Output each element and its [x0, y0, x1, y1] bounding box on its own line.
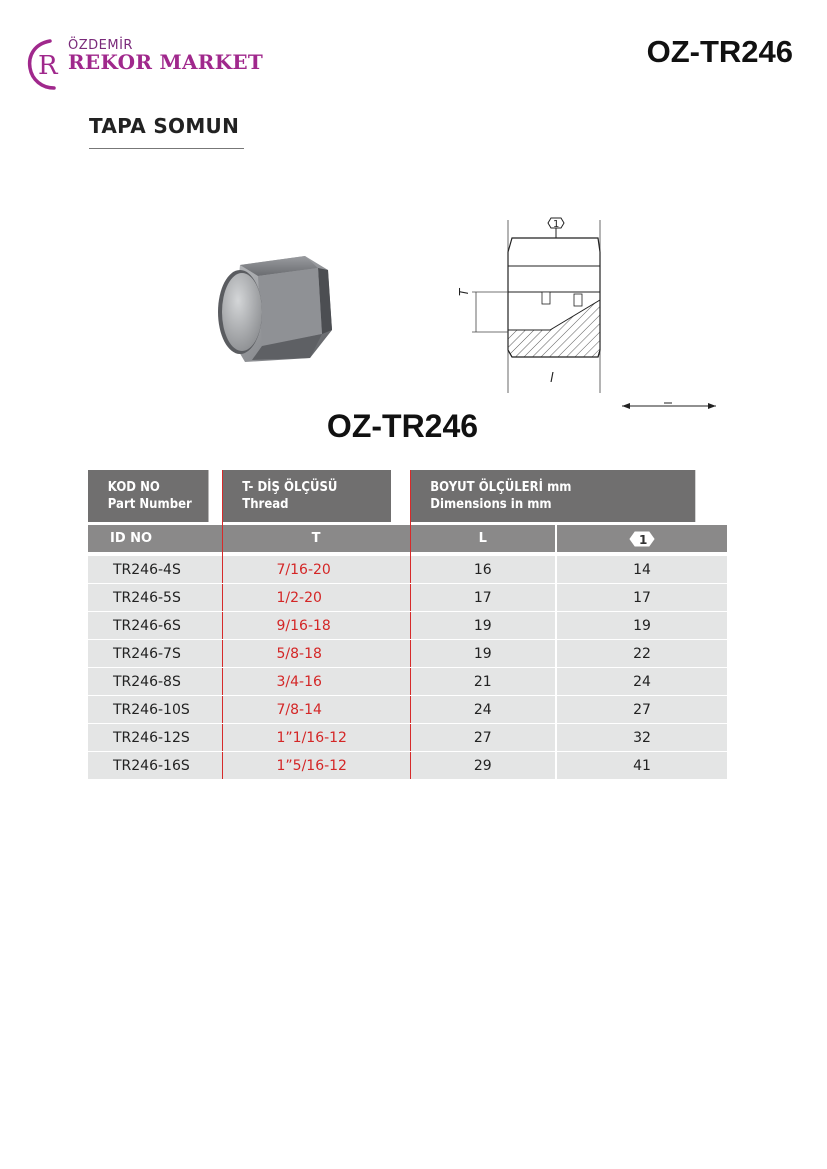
- subheader-hex: [556, 525, 727, 552]
- cell-id: TR246-6S: [88, 612, 222, 640]
- header-dimensions: BOYUT ÖLÇÜLERİ mm Dimensions in mm: [410, 470, 695, 522]
- cell-hex: 32: [556, 724, 727, 752]
- cell-l: 19: [410, 612, 556, 640]
- cell-l: 27: [410, 724, 556, 752]
- cell-id: TR246-4S: [88, 556, 222, 584]
- cell-l: 24: [410, 696, 556, 724]
- cell-id: TR246-5S: [88, 584, 222, 612]
- svg-text:T: T: [457, 288, 471, 296]
- subheader-id: ID NO: [88, 525, 222, 552]
- cell-thread: 9/16-18: [222, 612, 410, 640]
- document-code: OZ-TR246: [646, 34, 793, 69]
- table-row: [88, 668, 727, 696]
- product-code-heading: OZ-TR246: [326, 408, 479, 444]
- cell-thread: 7/16-20: [222, 556, 410, 584]
- cell-thread: 7/8-14: [222, 696, 410, 724]
- svg-text:R: R: [38, 51, 58, 81]
- cell-id: TR246-12S: [88, 724, 222, 752]
- cell-l: 19: [410, 640, 556, 668]
- brand-logo: [26, 38, 264, 90]
- cell-thread: 5/8-18: [222, 640, 410, 668]
- cell-hex: 24: [556, 668, 727, 696]
- hex-size-icon: [629, 531, 655, 547]
- table-row: [88, 556, 727, 584]
- cell-l: 29: [410, 752, 556, 780]
- cell-l: 21: [410, 668, 556, 696]
- brand-name: REKOR MARKET: [68, 50, 264, 74]
- table-subheader-row: [88, 525, 727, 552]
- technical-drawing: [450, 210, 730, 415]
- svg-text:l: l: [550, 371, 554, 386]
- subheader-l: L: [410, 525, 556, 552]
- cell-id: TR246-7S: [88, 640, 222, 668]
- specification-table: [88, 470, 727, 780]
- cell-thread: 3/4-16: [222, 668, 410, 696]
- cell-l: 17: [410, 584, 556, 612]
- header-thread: T- DİŞ ÖLÇÜSÜ Thread: [222, 470, 391, 522]
- cell-hex: 14: [556, 556, 727, 584]
- cell-l: 16: [410, 556, 556, 584]
- table-row: [88, 640, 727, 668]
- cell-hex: 41: [556, 752, 727, 780]
- product-photo: [210, 250, 340, 368]
- table-row: [88, 752, 727, 780]
- table-row: [88, 584, 727, 612]
- cell-hex: 17: [556, 584, 727, 612]
- table-header-row: [88, 470, 727, 522]
- header-part-number: KOD NO Part Number: [88, 470, 209, 522]
- svg-text:1: 1: [553, 219, 560, 230]
- cell-id: TR246-10S: [88, 696, 222, 724]
- cell-hex: 22: [556, 640, 727, 668]
- cell-hex: 27: [556, 696, 727, 724]
- cell-id: TR246-16S: [88, 752, 222, 780]
- table-row: [88, 696, 727, 724]
- svg-text:1: 1: [639, 532, 648, 547]
- cell-thread: 1/2-20: [222, 584, 410, 612]
- brand-r-icon: [26, 38, 66, 90]
- cell-hex: 19: [556, 612, 727, 640]
- table-row: [88, 724, 727, 752]
- section-title: TAPA SOMUN: [89, 114, 240, 138]
- subheader-t: T: [222, 525, 410, 552]
- brand-small-text: ÖZDEMİR: [68, 38, 133, 53]
- cell-id: TR246-8S: [88, 668, 222, 696]
- cell-thread: 1”5/16-12: [222, 752, 410, 780]
- cell-thread: 1”1/16-12: [222, 724, 410, 752]
- section-title-underline: [89, 148, 244, 149]
- table-row: [88, 612, 727, 640]
